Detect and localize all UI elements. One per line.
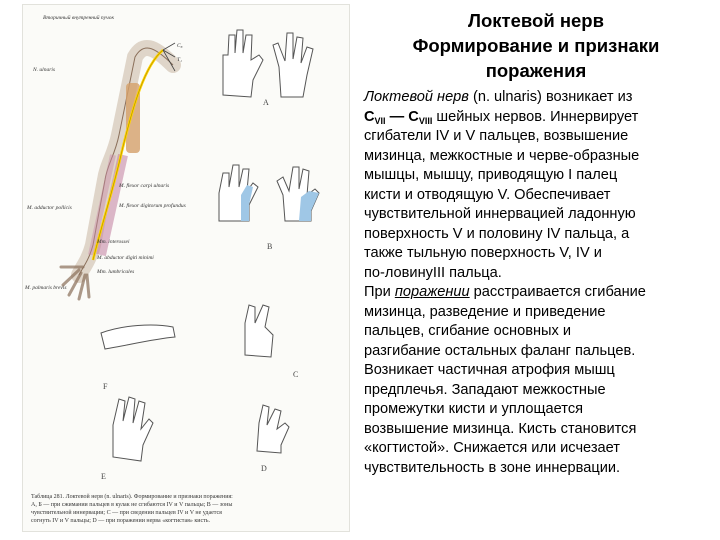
body-line: чувствительной иннервацией ладонную [364, 206, 636, 222]
label-lumbricales: Mm. lumbricales [97, 269, 135, 275]
figure-caption [31, 493, 343, 525]
body-line: кисти и отводящую V. Обеспечивает [364, 186, 611, 203]
hands-fig-a [223, 30, 313, 97]
term-lesion: поражении [394, 284, 470, 300]
body-fragment: шейных нервов. Иннервирует [432, 108, 639, 125]
label-abductor: M. abductor digiti minimi [97, 255, 154, 261]
body-line: также тыльную поверхность V, IV и [364, 245, 602, 261]
body-fragment: расстраивается сгибание [469, 284, 646, 300]
label-c8: C₈ [177, 43, 183, 49]
hands-fig-de [113, 397, 289, 461]
anatomy-illustration [22, 4, 350, 532]
body-fragment: При [364, 284, 395, 300]
letter-d: D [261, 464, 267, 473]
body-line: по-ловинуIII пальца. [364, 264, 502, 281]
body-line: мизинца, межкостные и черве-образные [364, 147, 640, 164]
label-flexor-carpi: M. flexor carpi ulnaris [119, 183, 170, 189]
label-cord: Вторичный внутренний пучок [43, 15, 115, 21]
title-line-3: поражения [485, 60, 587, 81]
hands-fig-b [219, 165, 319, 221]
caption-line: согнуть IV и V пальцы; D — при поражении нерва «когтистая» кисть. [31, 518, 211, 524]
title-line-1: Локтевой нерв [468, 10, 604, 31]
letter-a: A [263, 98, 269, 107]
body-line: разгибание остальных фаланг пальцев. [364, 342, 636, 359]
letter-r: F [103, 382, 108, 391]
body-line: поверхность V и половину IV пальца, а [364, 225, 630, 242]
caption-line: А, Б — при сжимании пальцев в кулак не сгибаются IV и V пальцы; В — зоны [31, 502, 233, 508]
segment-c7 [364, 109, 432, 125]
body-line: мышцы, мышцу, приводящую I палец [364, 167, 618, 183]
illustration-drawing [23, 5, 349, 531]
body-line [364, 283, 716, 303]
label-palmaris: M. palmaris brevis [25, 285, 67, 291]
body-line: «когтистой». Снижается или исчезает [364, 440, 620, 456]
slide-title [352, 8, 720, 83]
body-line [364, 108, 716, 128]
title-line-2: Формирование и признаки [412, 35, 660, 56]
label-adductor: M. adductor pollicis [27, 205, 72, 211]
segment-c8-sub: VIII [418, 115, 433, 126]
body-text [364, 88, 716, 478]
label-interossei: Mm. interossei [97, 239, 130, 245]
caption-line: Таблица 281. Локтевой нерв (n. ulnaris). Формирование и признаки поражения: [31, 494, 233, 500]
body-line: предплечья. Западают межкостные [364, 381, 606, 398]
caption-line: чувствительной иннервации; С — при сведении пальцев IV и V не удается [31, 510, 222, 516]
segment-c7-sub: VII [374, 115, 386, 126]
body-line: пальцев, сгибание основных и [364, 323, 571, 339]
body-line: чувствительность в зоне иннервации. [364, 459, 621, 476]
body-line: возвышение мизинца. Кисть становится [364, 420, 637, 437]
hands-fig-cf [101, 305, 273, 357]
body-line: сгибатели IV и V пальцев, возвышение [364, 128, 629, 144]
letter-b: B [267, 242, 273, 251]
segment-c8-letter: — C [385, 108, 419, 125]
body-line [364, 88, 716, 108]
term-ulnar-nerve: Локтевой нерв [364, 89, 469, 105]
letter-c: C [293, 370, 299, 379]
label-ulnar-nerve: N. ulnaris [33, 67, 56, 73]
label-t1: T₁ [177, 57, 182, 63]
body-line: Возникает частичная атрофия мышц [364, 362, 615, 378]
segment-c7-letter: C [364, 108, 375, 125]
letter-e: E [101, 472, 106, 481]
body-line: мизинца, разведение и приведение [364, 303, 606, 320]
body-fragment: (n. ulnaris) возникает из [468, 89, 633, 105]
label-flexor-prof: M. flexor digitorum profundus [119, 203, 186, 209]
body-line: промежутки кисти и уплощается [364, 401, 584, 417]
